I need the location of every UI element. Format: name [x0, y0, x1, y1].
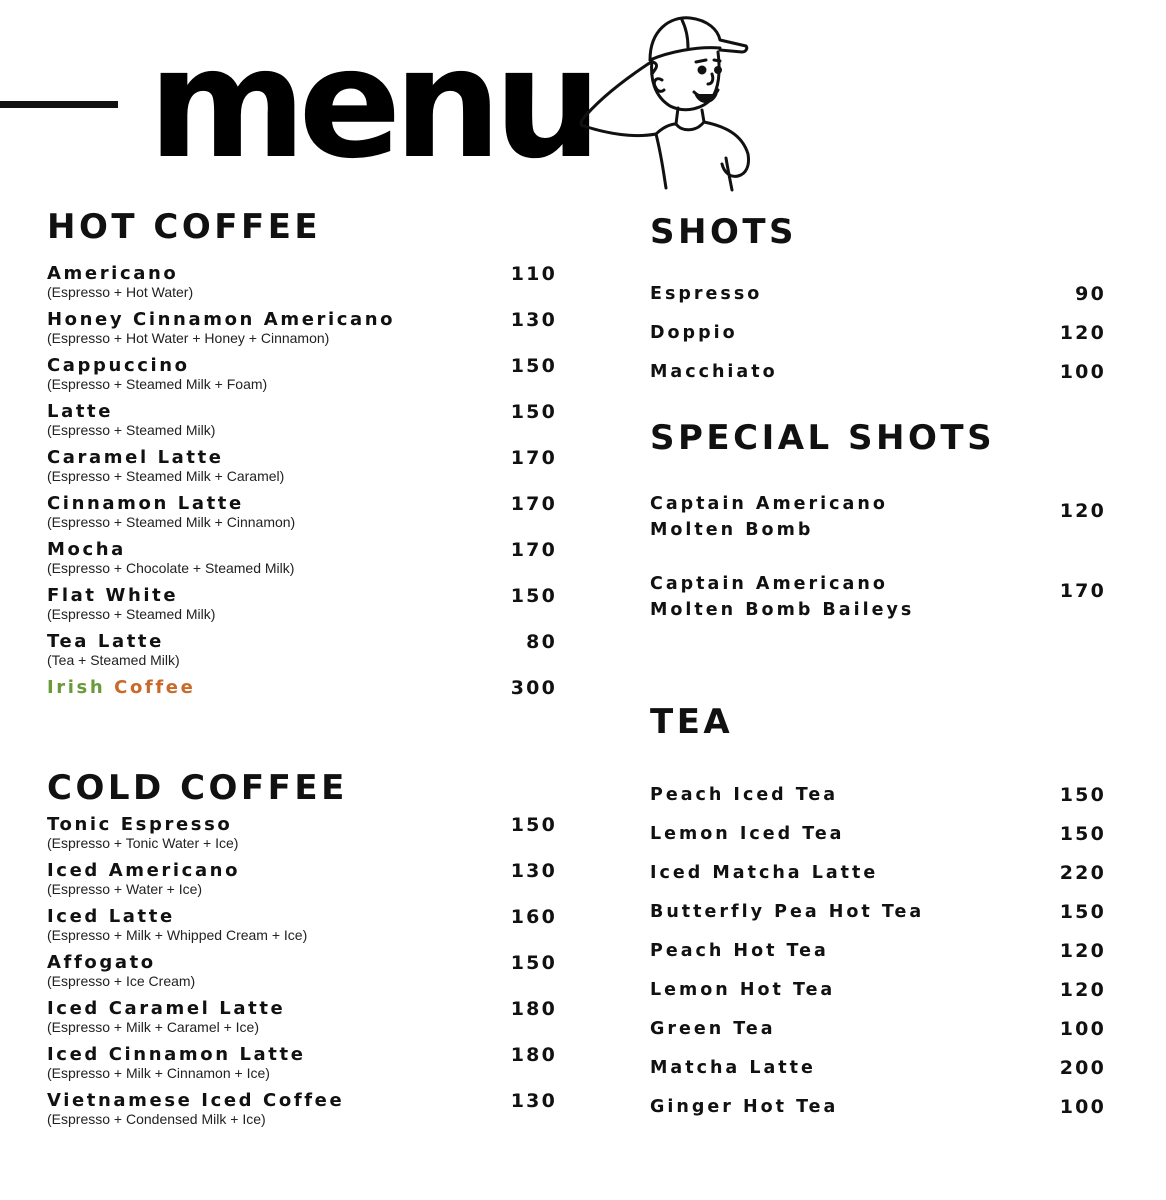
menu-item — [47, 953, 557, 999]
item-price: 150 — [1059, 901, 1106, 923]
item-name: Matcha Latte — [650, 1058, 816, 1078]
item-name: Americano — [47, 263, 179, 284]
item-description: (Espresso + Condensed Milk + Ice) — [47, 1111, 266, 1127]
item-name: Iced Americano — [47, 860, 241, 881]
item-name: Butterfly Pea Hot Tea — [650, 902, 925, 922]
item-description: (Tea + Steamed Milk) — [47, 652, 180, 668]
item-price: 150 — [1059, 784, 1106, 806]
item-name: Latte — [47, 401, 114, 422]
shots-heading: SHOTS — [650, 212, 798, 252]
item-price: 120 — [1059, 979, 1106, 1001]
item-price: 150 — [510, 401, 557, 423]
item-price: 150 — [510, 585, 557, 607]
menu-item — [47, 540, 557, 586]
menu-item-irish-coffee — [47, 678, 557, 724]
menu-item — [47, 448, 557, 494]
menu-item — [47, 586, 557, 632]
cold-coffee-heading: COLD COFFEE — [47, 768, 348, 808]
item-name-line2: Molten Bomb Baileys — [650, 600, 915, 620]
item-price: 300 — [510, 677, 557, 699]
menu-item — [47, 264, 557, 310]
item-name: Flat White — [47, 585, 179, 606]
menu-item — [47, 356, 557, 402]
menu-item — [650, 980, 1106, 1019]
menu-item — [650, 362, 1106, 401]
item-price: 120 — [1059, 322, 1106, 344]
item-name: Iced Caramel Latte — [47, 998, 286, 1019]
menu-item — [650, 902, 1106, 941]
item-description: (Espresso + Tonic Water + Ice) — [47, 835, 239, 851]
item-price: 80 — [526, 631, 557, 653]
shots-list — [650, 284, 1106, 401]
menu-item — [47, 907, 557, 953]
item-name: Caramel Latte — [47, 447, 224, 468]
menu-item — [47, 310, 557, 356]
item-name: Vietnamese Iced Coffee — [47, 1090, 345, 1111]
item-name-line1: Captain Americano — [650, 494, 888, 514]
item-name: Peach Hot Tea — [650, 941, 829, 961]
item-price: 150 — [1059, 823, 1106, 845]
menu-item — [650, 284, 1106, 323]
item-name: Espresso — [650, 284, 763, 304]
item-description: (Espresso + Milk + Caramel + Ice) — [47, 1019, 260, 1035]
item-name-line1: Captain Americano — [650, 574, 888, 594]
menu-item — [650, 1019, 1106, 1058]
right-column — [650, 210, 1106, 1136]
menu-item — [47, 999, 557, 1045]
menu-item — [47, 861, 557, 907]
item-price: 180 — [510, 998, 557, 1020]
item-price: 200 — [1059, 1057, 1106, 1079]
item-name: Peach Iced Tea — [650, 785, 839, 805]
left-column — [47, 207, 557, 1137]
item-name: Ginger Hot Tea — [650, 1097, 839, 1117]
item-price: 170 — [1059, 580, 1106, 602]
item-price: 150 — [510, 952, 557, 974]
coffee-word: Coffee — [114, 677, 196, 698]
tea-list — [650, 785, 1106, 1136]
item-description: (Espresso + Steamed Milk + Caramel) — [47, 468, 285, 484]
item-description: (Espresso + Hot Water + Honey + Cinnamon) — [47, 330, 330, 346]
item-description: (Espresso + Ice Cream) — [47, 973, 196, 989]
item-price: 120 — [1059, 500, 1106, 522]
item-name-line2: Molten Bomb — [650, 520, 814, 540]
item-name: Lemon Iced Tea — [650, 824, 845, 844]
tea-heading: TEA — [650, 702, 734, 742]
item-name: Iced Latte — [47, 906, 175, 927]
menu-item — [650, 491, 1106, 571]
item-name: Iced Matcha Latte — [650, 863, 879, 883]
menu-item — [47, 494, 557, 540]
item-description: (Espresso + Steamed Milk) — [47, 422, 216, 438]
item-price: 120 — [1059, 940, 1106, 962]
item-price: 130 — [510, 1090, 557, 1112]
item-description: (Espresso + Milk + Whipped Cream + Ice) — [47, 927, 308, 943]
menu-item — [650, 941, 1106, 980]
special-shots-list — [650, 491, 1106, 651]
menu-item — [650, 1097, 1106, 1136]
header-rule — [0, 101, 118, 108]
item-name: Tonic Espresso — [47, 814, 233, 835]
hot-coffee-list — [47, 264, 557, 724]
item-price: 110 — [510, 263, 557, 285]
item-name: Mocha — [47, 539, 126, 560]
item-price: 100 — [1059, 361, 1106, 383]
cold-coffee-list — [47, 815, 557, 1137]
item-name: Tea Latte — [47, 631, 164, 652]
item-description: (Espresso + Chocolate + Steamed Milk) — [47, 560, 295, 576]
item-name: Green Tea — [650, 1019, 776, 1039]
item-price: 160 — [510, 906, 557, 928]
item-description: (Espresso + Milk + Cinnamon + Ice) — [47, 1065, 270, 1081]
hot-coffee-heading: HOT COFFEE — [47, 207, 322, 247]
menu-item — [650, 323, 1106, 362]
item-price: 90 — [1075, 283, 1106, 305]
menu-item — [47, 1045, 557, 1091]
special-shots-heading: SPECIAL SHOTS — [650, 418, 996, 458]
item-name: Honey Cinnamon Americano — [47, 309, 396, 330]
menu-item — [650, 1058, 1106, 1097]
item-description: (Espresso + Hot Water) — [47, 284, 194, 300]
menu-item — [650, 785, 1106, 824]
irish-word: Irish — [47, 677, 106, 698]
item-price: 180 — [510, 1044, 557, 1066]
item-price: 170 — [510, 493, 557, 515]
item-name: Macchiato — [650, 362, 778, 382]
menu-item — [47, 815, 557, 861]
item-price: 130 — [510, 860, 557, 882]
item-price: 100 — [1059, 1096, 1106, 1118]
item-price: 150 — [510, 355, 557, 377]
item-name: Doppio — [650, 323, 738, 343]
item-description: (Espresso + Steamed Milk) — [47, 606, 216, 622]
menu-item — [47, 632, 557, 678]
menu-item — [650, 863, 1106, 902]
item-price: 170 — [510, 447, 557, 469]
item-description: (Espresso + Water + Ice) — [47, 881, 203, 897]
item-price: 150 — [510, 814, 557, 836]
item-description: (Espresso + Steamed Milk + Cinnamon) — [47, 514, 296, 530]
item-name: Lemon Hot Tea — [650, 980, 836, 1000]
item-name — [47, 678, 557, 698]
menu-item — [650, 824, 1106, 863]
item-price: 220 — [1059, 862, 1106, 884]
item-name: Iced Cinnamon Latte — [47, 1044, 306, 1065]
menu-item — [47, 1091, 557, 1137]
item-price: 100 — [1059, 1018, 1106, 1040]
item-description: (Espresso + Steamed Milk + Foam) — [47, 376, 268, 392]
menu-item — [650, 571, 1106, 651]
item-name: Affogato — [47, 952, 156, 973]
item-name: Cappuccino — [47, 355, 190, 376]
menu-item — [47, 402, 557, 448]
item-name: Cinnamon Latte — [47, 493, 244, 514]
mascot-saluting-illustration — [578, 8, 758, 193]
menu-title: menu — [148, 15, 594, 192]
item-price: 130 — [510, 309, 557, 331]
item-price: 170 — [510, 539, 557, 561]
